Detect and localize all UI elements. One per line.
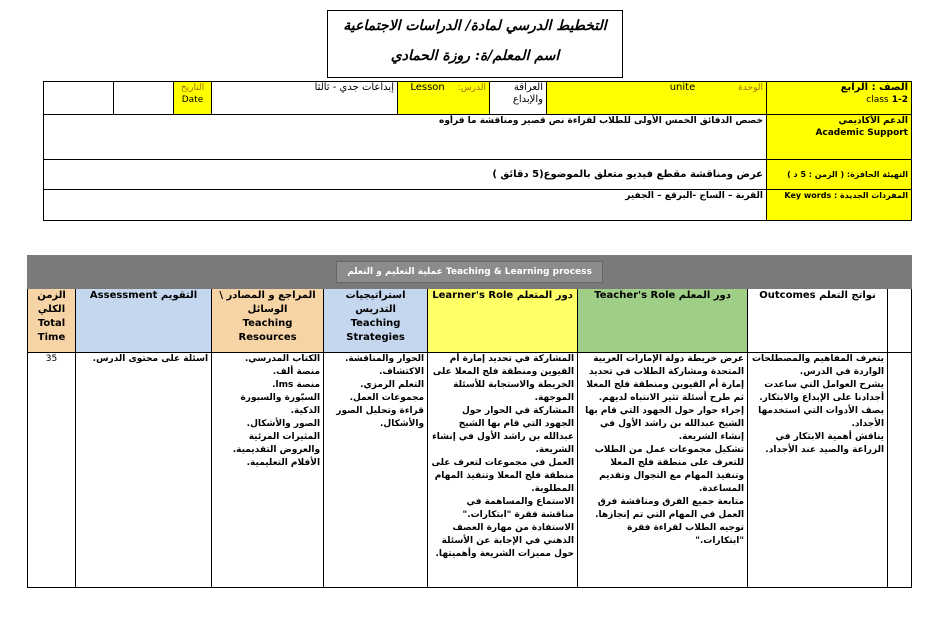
time-header [28, 289, 76, 353]
resource-item: منصة lms. [272, 380, 321, 390]
strategy-item: التعلم الرمزي. [360, 380, 425, 390]
outcome-item: يتعرف المفاهيم والمصطلحات الواردة في الدرس. [751, 354, 885, 377]
outcome-item: يشرح العوامل التي ساعدت أجدادنا على الإبداع والابتكار. [759, 380, 885, 403]
teacher-item: متابعة جميع الفرق ومناقشة فرق العمل في المهام التي تم إنجازها. [595, 497, 745, 520]
date-label-en: Date [181, 95, 204, 105]
support-value: خصص الدقائق الخمس الأولى للطلاب لقراءة نص قصير ومناقشة ما قرأوه [439, 115, 763, 126]
teacher-item: عرض خريطة دولة الإمارات العربية المتحدة ومشاركة الطلاب في تحديد إمارة أم القيوين ومنطقة فلج المعلا ثم طرح أسئلة تثير الانتباه لديهم. [586, 354, 745, 403]
lesson-label-ar: الدرس: [457, 83, 486, 93]
resources-header-ar: المراجع و المصادر \ الوسائل [219, 290, 316, 315]
strategy-item: الاكتشاف. [378, 367, 425, 377]
outcomes-cell [748, 353, 888, 588]
support-label-en: Academic Support [815, 127, 908, 138]
resources-header-en: Teaching Resources [238, 318, 297, 343]
warmup-label: التهيئة الحافزة: ( الزمن : 5 د ) [787, 169, 908, 179]
outcome-item: يصف الأدوات التي استخدمها الأجداد. [758, 406, 885, 429]
class-value: 1-2 [891, 95, 908, 105]
keywords-value: القربة – الساج -البرقع – الجفير [625, 191, 763, 202]
learner-item: الاستفادة من مهارة العصف الذهني في الإجابة عن الأسئلة حول مميزات الشريعة وأهميتها. [435, 523, 575, 559]
unit-value: العراقة والإبداع [512, 82, 543, 105]
unit-value-cell [490, 82, 547, 115]
spacer-cell [888, 353, 912, 588]
support-label-ar: الدعم الأكاديمي [838, 115, 908, 126]
date-label-cell [174, 82, 212, 115]
time-value: 35 [45, 354, 58, 364]
date-label-ar: التاريخ [180, 83, 205, 93]
learner-role-cell [428, 353, 578, 588]
warmup-value-cell [44, 159, 767, 190]
date-extra-cell [44, 82, 114, 115]
class-label-en: class [866, 95, 889, 105]
support-label-cell [767, 114, 912, 159]
strategy-item: مجموعات العمل. [349, 393, 425, 403]
support-value-cell [44, 114, 767, 159]
document-title: التخطيط الدرسي لمادة/ الدراسات الاجتماعية [343, 18, 607, 34]
class-cell [767, 82, 912, 115]
assessment-item: اسئلة على محتوى الدرس. [92, 354, 209, 364]
keywords-label: المفردات الجديدة : Key words [784, 191, 908, 201]
resource-item: منصة ألف. [272, 367, 321, 377]
strategies-header [324, 289, 428, 353]
strategy-item: قراءة وتحليل الصور والأشكال. [336, 406, 425, 429]
keywords-value-cell [44, 190, 767, 221]
resource-item: الصور والأشكال. [246, 419, 321, 429]
process-header-cell [28, 256, 912, 289]
date-value-cell [114, 82, 174, 115]
document-title-box [327, 10, 623, 78]
learner-item: العمل في مجموعات لتعرف على منطقة فلج المعلا وتنفيذ المهام المطلوبة. [431, 458, 575, 494]
learner-item: الاستماع والمساهمة في مناقشة فقرة "ابتكارات." [462, 497, 575, 520]
process-header: Teaching & Learning process عملية التعليم و التعلم [336, 261, 603, 283]
teacher-item: توجيه الطلاب لقراءة فقرة "ابتكارات." [627, 523, 745, 546]
lesson-value-cell [212, 82, 398, 115]
strategy-item: الحوار والمناقشة. [344, 354, 425, 364]
time-header-en: Total Time [37, 318, 66, 343]
outcomes-header: نواتج التعلم Outcomes [748, 289, 888, 353]
unit-label-cell [547, 82, 767, 115]
strategies-header-en: Teaching Strategies [346, 318, 405, 343]
assessment-cell [76, 353, 212, 588]
strategies-cell [324, 353, 428, 588]
teacher-item: تشكيل مجموعات عمل من الطلاب للتعرف على منطقة فلج المعلا وتنفيذ المهام مع التجوال وتقديم المساعدة. [594, 445, 745, 494]
outcome-item: يناقش أهمية الابتكار في الزراعة والصيد عند الأجداد. [765, 432, 885, 455]
unit-label-en: unite [669, 82, 696, 93]
resource-item: المثيرات المرئية والعروض التقديمية. [232, 432, 321, 455]
class-label: الصف : الرابع [840, 82, 908, 93]
resources-header [212, 289, 324, 353]
learner-item: المشاركة في تحديد إمارة أم القيوين ومنطقة فلج المعلا على الخريطة والاستجابة للأسئلة الموجهة. [432, 354, 575, 403]
assessment-header: التقويم Assessment [76, 289, 212, 353]
teacher-name: اسم المعلم/ة: روزة الحمادي [390, 48, 560, 64]
teacher-role-header: دور المعلم Teacher's Role [578, 289, 748, 353]
warmup-label-cell [767, 159, 912, 190]
warmup-value: عرض ومناقشة مقطع فيديو متعلق بالموضوع(5 دقائق ) [492, 168, 763, 180]
keywords-label-cell [767, 190, 912, 221]
teaching-process-table [27, 255, 912, 588]
lesson-label-cell [398, 82, 490, 115]
resource-item: الأفلام التعليمية. [246, 458, 321, 468]
lesson-value: إبداعات جدي - ثالثا [314, 82, 394, 93]
lesson-info-table [43, 81, 912, 221]
strategies-header-ar: استراتيجيات التدريس [345, 290, 406, 315]
time-cell [28, 353, 76, 588]
lesson-label-en: Lesson [410, 82, 445, 93]
spacer-header [888, 289, 912, 353]
resource-item: السبّورة والسبورة الذكية. [240, 393, 321, 416]
teacher-role-cell [578, 353, 748, 588]
unit-label-ar: الوحدة [738, 83, 763, 93]
resource-item: الكتاب المدرسي. [244, 354, 321, 364]
time-header-ar: الزمن الكلي [37, 290, 66, 315]
learner-item: المشاركة في الحوار حول الجهود التي قام بها الشيخ عبدالله بن راشد الأول في إنشاء الشريعة. [432, 406, 575, 455]
teacher-item: إجراء حوار حول الجهود التي قام بها الشيخ عبدالله بن راشد الأول في إنشاء الشريعة. [585, 406, 745, 442]
resources-cell [212, 353, 324, 588]
learner-role-header: دور المتعلم Learner's Role [428, 289, 578, 353]
